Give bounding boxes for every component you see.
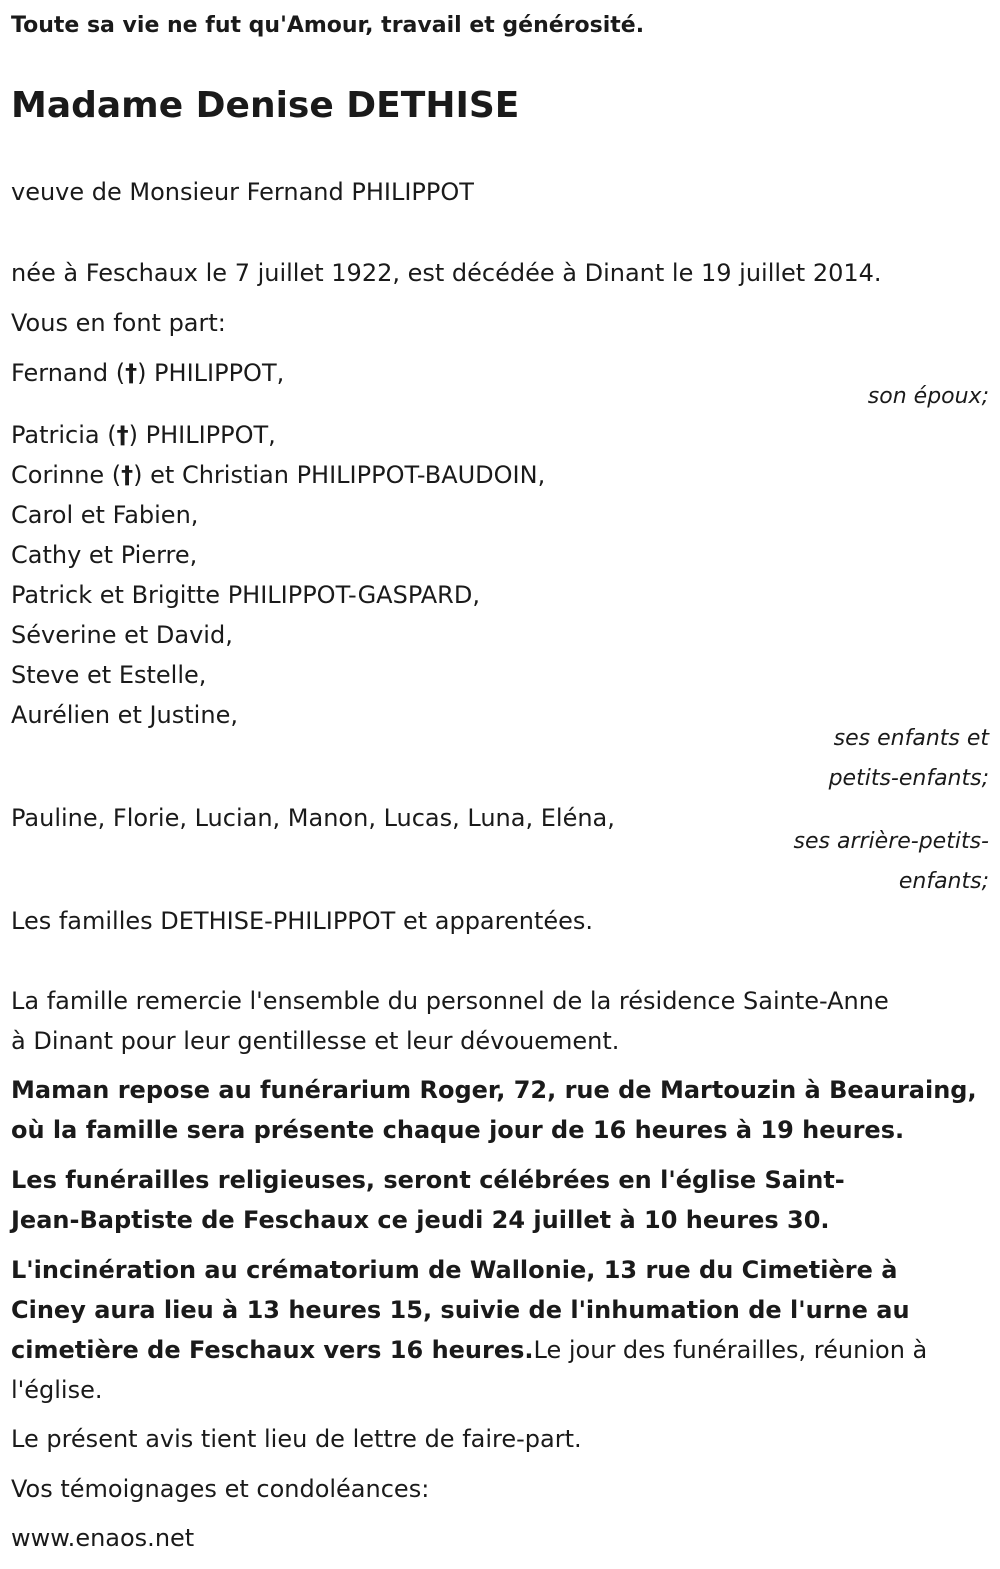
funeral-line: Les funérailles religieuses, seront célébrées en l'église Saint- — [11, 1166, 845, 1194]
child-name-before: Corinne ( — [11, 461, 122, 489]
reunion-text: Le jour des funérailles, réunion à — [533, 1336, 928, 1364]
children-relation-line: ses enfants et — [833, 726, 989, 751]
families-line: Les familles DETHISE-PHILIPPOT et apparentées. — [11, 907, 594, 935]
funeral-line: Jean-Baptiste de Feschaux ce jeudi 24 juillet à 10 heures 30. — [11, 1206, 830, 1234]
cremation-bold-end: cimetière de Feschaux vers 16 heures. — [11, 1336, 534, 1364]
child-entry — [11, 455, 545, 495]
child-entry: Séverine et David, — [11, 621, 233, 649]
child-entry: Patrick et Brigitte PHILIPPOT-GASPARD, — [11, 581, 480, 609]
website-link[interactable]: www.enaos.net — [11, 1524, 195, 1552]
cross-icon: † — [121, 461, 134, 489]
funerarium-line: où la famille sera présente chaque jour de 16 heures à 19 heures. — [11, 1116, 905, 1144]
great-grandchildren-relation-line: enfants; — [898, 869, 989, 894]
spouse-entry — [11, 353, 284, 393]
child-entry: Aurélien et Justine, — [11, 701, 238, 729]
birth-death-line: née à Feschaux le 7 juillet 1922, est décédée à Dinant le 19 juillet 2014. — [11, 259, 882, 287]
great-grandchildren-relation-line: ses arrière-petits- — [793, 829, 989, 854]
thanks-line: La famille remercie l'ensemble du personnel de la résidence Sainte-Anne — [11, 987, 889, 1015]
cremation-line: Ciney aura lieu à 13 heures 15, suivie de l'inhumation de l'urne au — [11, 1296, 910, 1324]
reunion-text-end: l'église. — [11, 1376, 103, 1404]
child-entry: Cathy et Pierre, — [11, 541, 198, 569]
spouse-name-after: ) PHILIPPOT, — [137, 359, 285, 387]
cross-icon: † — [116, 421, 129, 449]
child-entry: Steve et Estelle, — [11, 661, 207, 689]
condolences-label: Vos témoignages et condoléances: — [11, 1475, 430, 1503]
children-relation-line: petits-enfants; — [828, 766, 989, 791]
spouse-relation: son époux; — [867, 384, 989, 409]
great-grandchildren-entry: Pauline, Florie, Lucian, Manon, Lucas, Luna, Eléna, — [11, 804, 615, 832]
child-name-before: Patricia ( — [11, 421, 117, 449]
thanks-line: à Dinant pour leur gentillesse et leur dévouement. — [11, 1027, 620, 1055]
announce-intro: Vous en font part: — [11, 309, 226, 337]
deceased-name: Madame Denise DETHISE — [11, 85, 520, 126]
epigraph: Toute sa vie ne fut qu'Amour, travail et générosité. — [11, 13, 645, 38]
child-entry — [11, 415, 276, 455]
cross-icon: † — [125, 359, 138, 387]
child-entry: Carol et Fabien, — [11, 501, 199, 529]
cremation-line — [11, 1330, 927, 1370]
cremation-line: L'incinération au crématorium de Wallonie, 13 rue du Cimetière à — [11, 1256, 898, 1284]
spouse-name-before: Fernand ( — [11, 359, 126, 387]
child-name-after: ) et Christian PHILIPPOT-BAUDOIN, — [133, 461, 546, 489]
funerarium-line: Maman repose au funérarium Roger, 72, rue de Martouzin à Beauraing, — [11, 1076, 977, 1104]
child-name-after: ) PHILIPPOT, — [128, 421, 276, 449]
spouse-line: veuve de Monsieur Fernand PHILIPPOT — [11, 178, 474, 206]
notice-line: Le présent avis tient lieu de lettre de faire-part. — [11, 1425, 582, 1453]
